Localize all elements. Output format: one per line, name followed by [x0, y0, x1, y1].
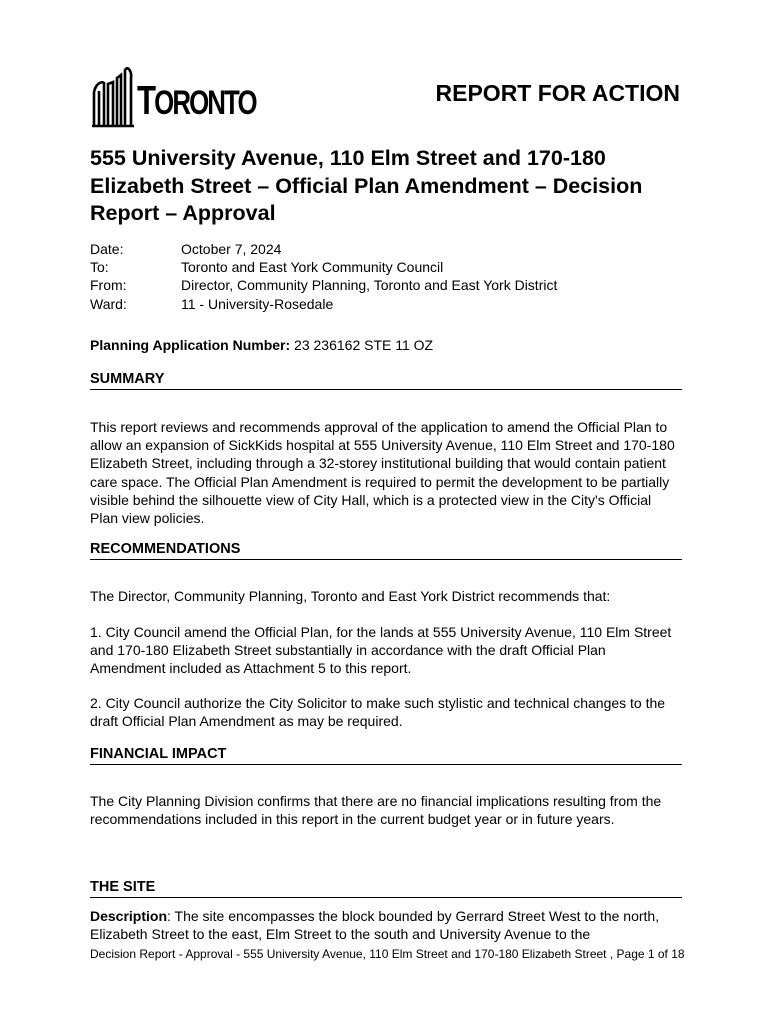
meta-from-value: Director, Community Planning, Toronto and East York District	[181, 277, 558, 294]
site-description-label: Description	[90, 908, 168, 924]
report-meta	[90, 240, 557, 313]
meta-to-value: Toronto and East York Community Council	[181, 259, 444, 276]
page-footer: Decision Report - Approval - 555 University Avenue, 110 Elm Street and 170-180 Elizabeth Street , Page 1 of 18	[90, 947, 685, 961]
the-site-heading: THE SITE	[90, 878, 682, 898]
recommendation-item-2: 2. City Council authorize the City Solicitor to make such stylistic and technical changes to the draft Official Plan Amendment as may be required.	[90, 695, 666, 730]
financial-impact-heading: FINANCIAL IMPACT	[90, 745, 682, 765]
application-number-label: Planning Application Number:	[90, 337, 291, 353]
meta-ward-row	[90, 295, 557, 313]
logo-wordmark: TORONTO	[137, 77, 256, 123]
financial-impact-text: The City Planning Division confirms that there are no financial implications resulting from the recommendations included in this report in the current budget year or in future years.	[90, 793, 662, 828]
meta-to-label: To:	[90, 259, 109, 276]
meta-to-row	[90, 258, 557, 276]
meta-from-row	[90, 276, 557, 294]
site-description	[90, 907, 682, 943]
recommendations-heading: RECOMMENDATIONS	[90, 540, 682, 560]
summary-heading: SUMMARY	[90, 370, 682, 390]
meta-date-row	[90, 240, 557, 258]
toronto-logo	[90, 66, 276, 128]
site-description-text: : The site encompasses the block bounded by Gerrard Street West to the north, Elizabeth Street to the east, Elm Street to the south and University Avenue to the	[90, 908, 660, 943]
report-title: 555 University Avenue, 110 Elm Street and 170-180 Elizabeth Street – Official Plan Amendment – Decision Report – Approval	[90, 146, 643, 225]
planning-application-number	[90, 336, 433, 354]
meta-date-value: October 7, 2024	[181, 241, 282, 257]
summary-text: This report reviews and recommends approval of the application to amend the Official Plan to allow an expansion of SickKids hospital at 555 University Avenue, 110 Elm Street and 170-180 Elizabeth Street, including through a 32-storey institutional building that would contain patient care space. The Official Plan Amendment is required to permit the development to be partially visible behind the silhouette view of City Hall, which is a protected view in the City's Official Plan view policies.	[90, 419, 675, 527]
city-hall-icon	[90, 66, 136, 128]
meta-from-label: From:	[90, 277, 127, 294]
meta-date-label: Date:	[90, 241, 124, 257]
report-type-heading: REPORT FOR ACTION	[435, 80, 680, 106]
recommendations-intro: The Director, Community Planning, Toronto and East York District recommends that:	[90, 588, 611, 604]
meta-ward-label: Ward:	[90, 295, 127, 312]
meta-ward-value: 11 - University-Rosedale	[181, 295, 334, 312]
recommendation-item-1: 1. City Council amend the Official Plan, for the lands at 555 University Avenue, 110 Elm Street and 170-180 Elizabeth Street substantially in accordance with the draft Official Plan Amendment included as Attachment 5 to this report.	[90, 624, 672, 677]
application-number-value: 23 236162 STE 11 OZ	[290, 337, 434, 353]
